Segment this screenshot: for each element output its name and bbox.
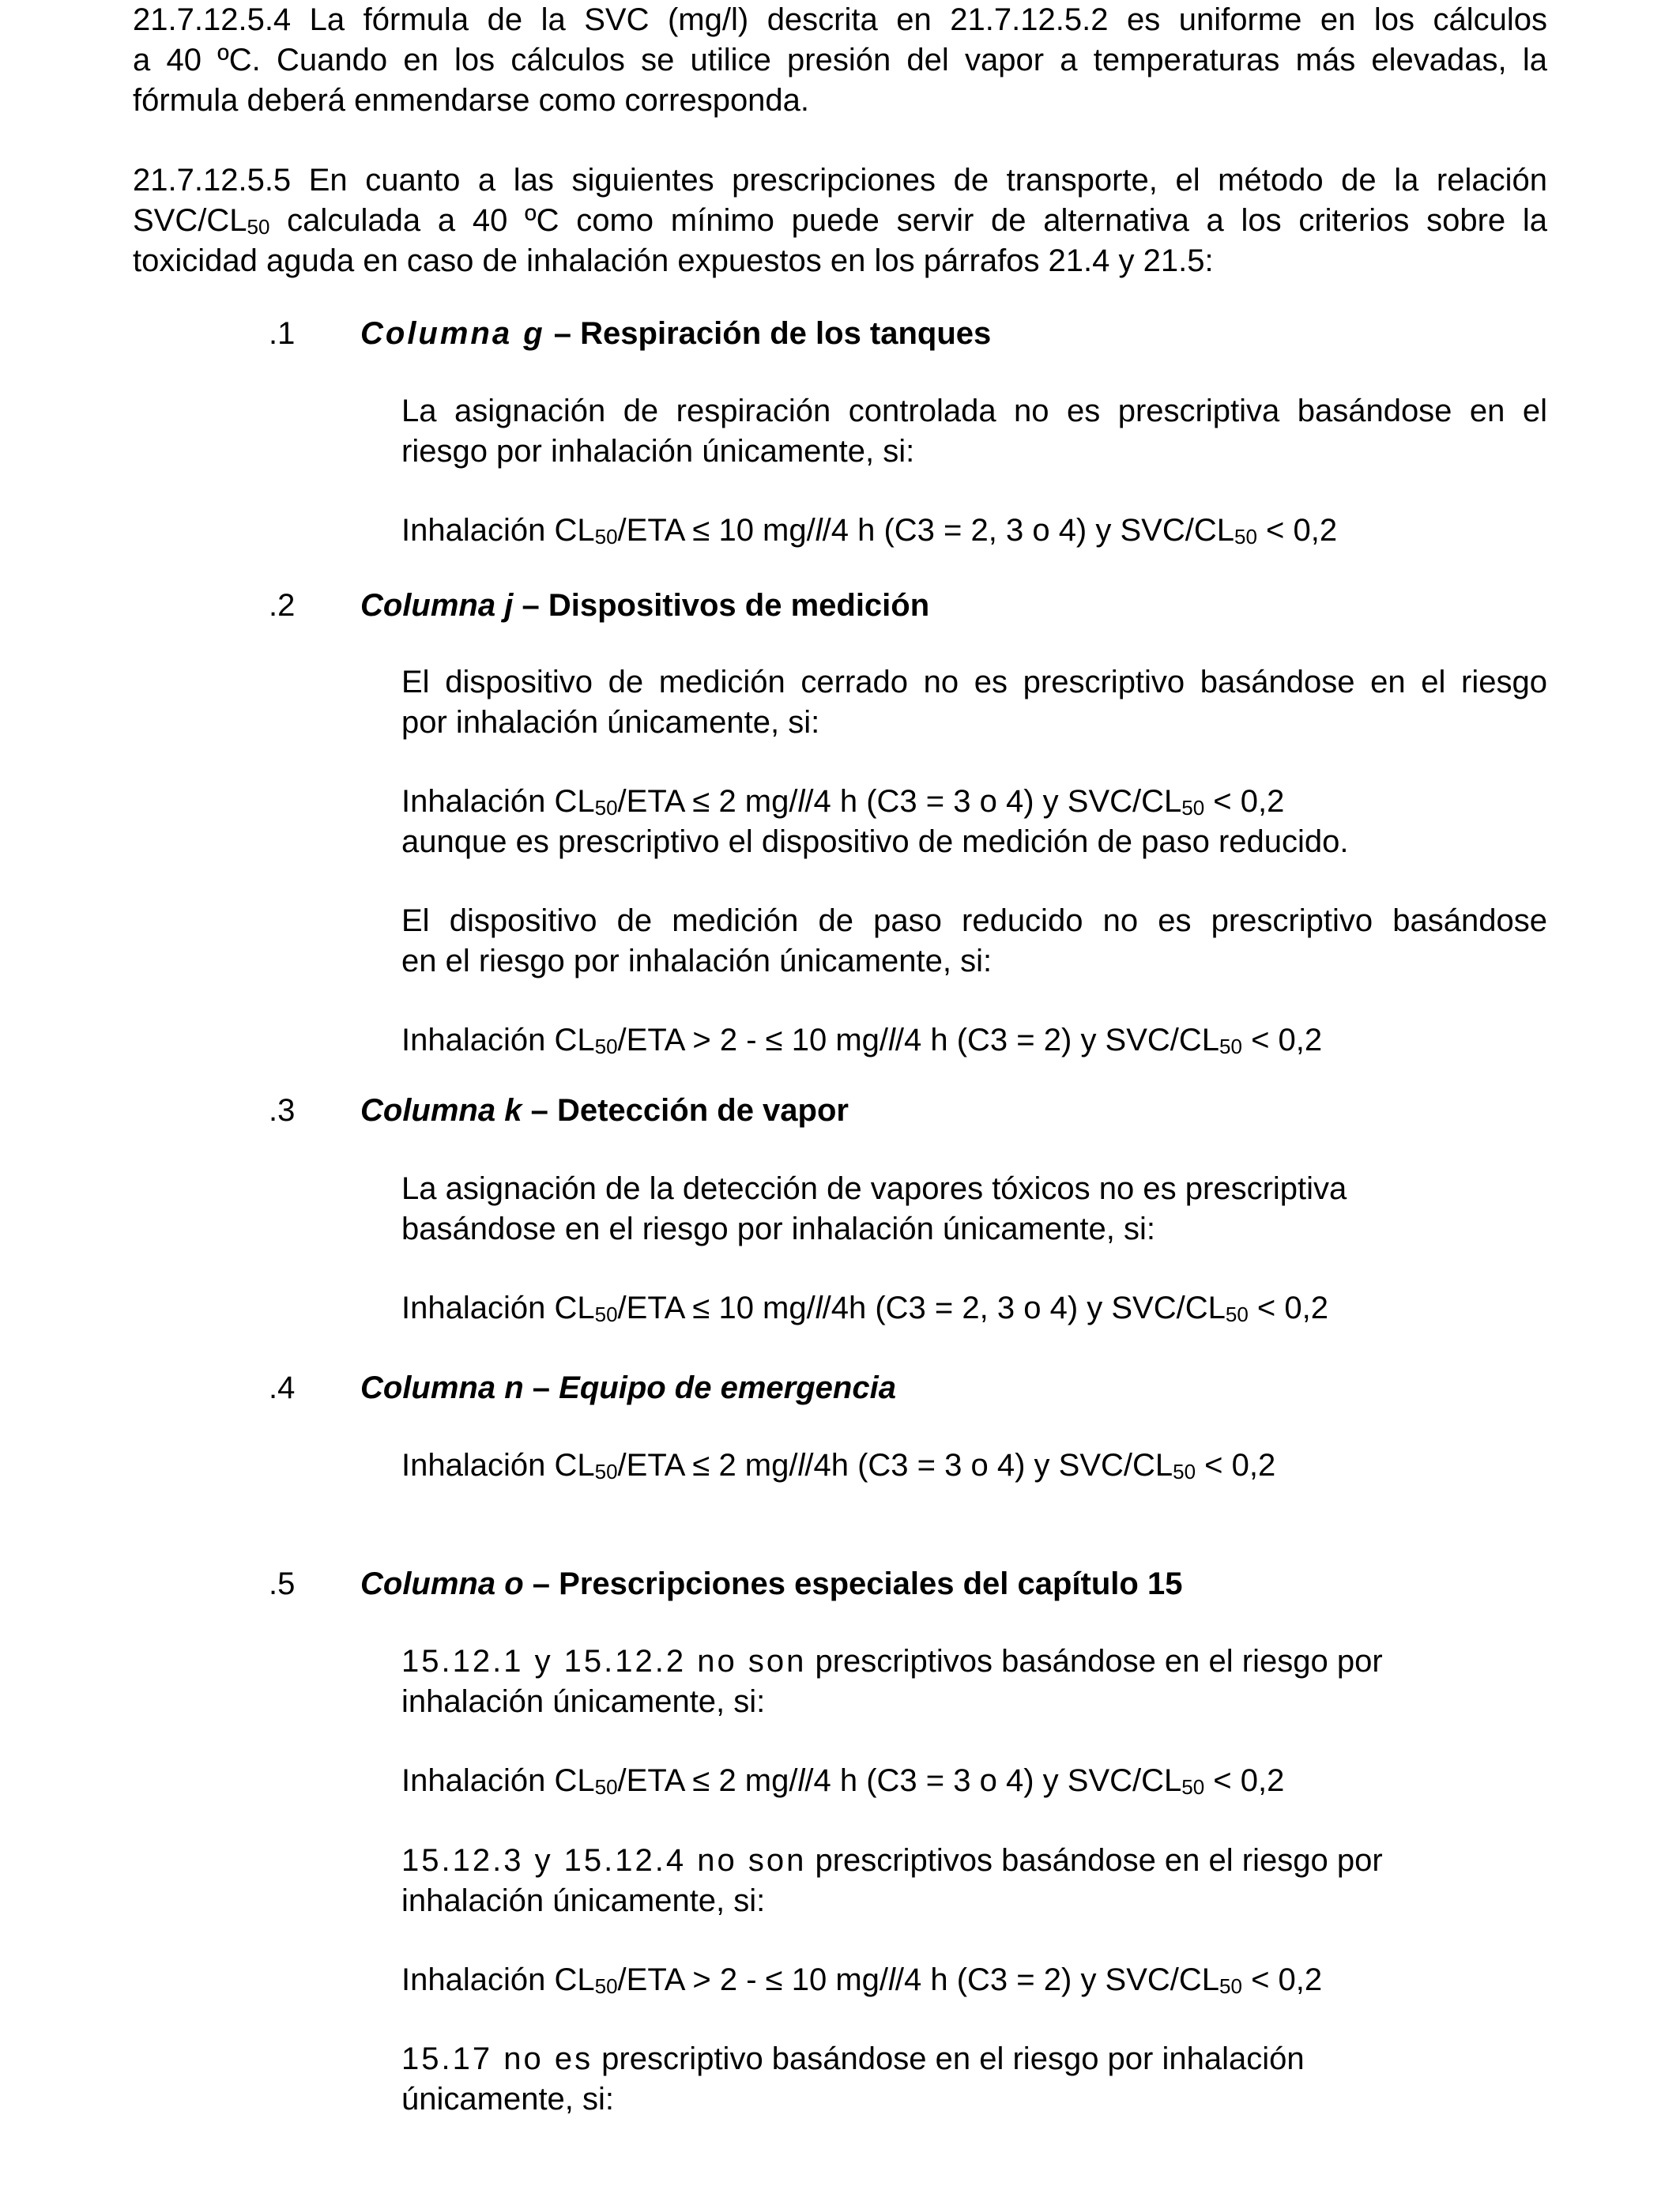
item-4-formula [401, 1446, 1547, 1486]
item-5-formula-a [401, 1761, 1547, 1801]
item-3-formula [401, 1288, 1547, 1329]
text-line: 21.7.12.5.5 En cuanto a las siguientes prescripciones de transporte, el método de la relación [133, 163, 1547, 198]
text-line: aunque es prescriptivo el dispositivo de medición de paso reducido. [401, 824, 1349, 859]
item-number: .3 [269, 1093, 296, 1128]
item-title: Columna j – Dispositivos de medición [360, 588, 930, 623]
item-title: Columna o – Prescripciones especiales del capítulo 15 [360, 1566, 1183, 1601]
item-1-text [401, 391, 1547, 472]
text-line: La asignación de respiración controlada no es prescriptiva basándose en el [401, 394, 1547, 428]
item-3-text [401, 1169, 1547, 1250]
item-5-formula-b [401, 1960, 1547, 2000]
text-line: a 40 ºC. Cuando en los cálculos se utilice presión del vapor a temperaturas más elevadas, la [133, 43, 1547, 77]
text-line: El dispositivo de medición de paso reducido no es prescriptivo basándose [401, 903, 1547, 938]
text-line: 15.12.1 y 15.12.2 no son prescriptivos basándose en el riesgo por [401, 1644, 1383, 1679]
item-1-formula [401, 511, 1547, 551]
text-line: por inhalación únicamente, si: [401, 705, 820, 740]
formula-line: Inhalación $CL_{50}$/ETA ≤ 2 mg/l/4 h (C3 = 3 o 4) y SVC/$CL_{50} < 0,2$ [401, 1763, 1285, 1799]
text-line: riesgo por inhalación únicamente, si: [401, 434, 915, 469]
formula-line: Inhalación $CL_{50}$/ETA ≤ 10 mg/l/4h (C3 = 2, 3 o 4) y SVC/$CL_{50} < 0,2$ [401, 1291, 1328, 1326]
item-5-text-a [401, 1642, 1547, 1722]
text-line: toxicidad aguda en caso de inhalación expuestos en los párrafos 21.4 y 21.5: [133, 243, 1214, 278]
text-line: 15.17 no es prescriptivo basándose en el riesgo por inhalación [401, 2041, 1305, 2076]
paragraph-21-7-12-5-4 [133, 0, 1547, 121]
paragraph-21-7-12-5-5 [133, 160, 1547, 281]
item-number: .4 [269, 1370, 296, 1405]
item-title: Columna n – Equipo de emergencia [360, 1370, 896, 1405]
text-line: inhalación únicamente, si: [401, 1883, 766, 1918]
item-2-formula-b [401, 1020, 1547, 1061]
text-line: 21.7.12.5.4 La fórmula de la SVC (mg/l) descrita en 21.7.12.5.2 es uniforme en los cálculos [133, 2, 1547, 37]
formula-line: Inhalación $CL_{50}$/ETA > 2 - ≤ 10 mg/l/4 h (C3 = 2) y SVC/$CL_{50} < 0,2$ [401, 1023, 1323, 1058]
text-line: inhalación únicamente, si: [401, 1684, 766, 1719]
text-line: fórmula deberá enmendarse como corresponda. [133, 83, 810, 118]
item-2-text-b [401, 901, 1547, 982]
text-line: 15.12.3 y 15.12.4 no son prescriptivos basándose en el riesgo por [401, 1843, 1383, 1878]
item-5-text-b [401, 1841, 1547, 1921]
text-line: en el riesgo por inhalación únicamente, si: [401, 944, 993, 978]
text-line: basándose en el riesgo por inhalación únicamente, si: [401, 1212, 1155, 1246]
formula-line: Inhalación $CL_{50}$/ETA ≤ 2 mg/l/4h (C3 = 3 o 4) y SVC/$CL_{50} < 0,2$ [401, 1448, 1276, 1483]
item-number: .5 [269, 1566, 296, 1601]
formula-line: Inhalación $CL_{50}$/ETA > 2 - ≤ 10 mg/l/4 h (C3 = 2) y SVC/$CL_{50} < 0,2$ [401, 1962, 1323, 1998]
item-title: Columna g – Respiración de los tanques [360, 316, 992, 351]
text-line: SVC/$CL_{50}$ calculada a 40 ºC como mínimo puede servir de alternativa a los criterios sobre la [133, 203, 1547, 239]
item-2-text [401, 662, 1547, 743]
item-title: Columna k – Detección de vapor [360, 1093, 849, 1128]
text-line: únicamente, si: [401, 2082, 615, 2117]
text-line: La asignación de la detección de vapores tóxicos no es prescriptiva [401, 1171, 1347, 1206]
text-line: El dispositivo de medición cerrado no es prescriptivo basándose en el riesgo [401, 665, 1547, 699]
item-5-text-c [401, 2039, 1547, 2120]
formula-line: Inhalación $CL_{50}$/ETA ≤ 2 mg/l/4 h (C3 = 3 o 4) y SVC/$CL_{50} < 0,2$ [401, 784, 1285, 820]
item-2-formula [401, 782, 1547, 862]
item-number: .2 [269, 588, 296, 623]
formula-line: Inhalación $CL_{50}$/ETA ≤ 10 mg/l/4 h (C3 = 2, 3 o 4) y SVC/$CL_{50} < 0,2$ [401, 513, 1338, 548]
item-number: .1 [269, 316, 296, 351]
